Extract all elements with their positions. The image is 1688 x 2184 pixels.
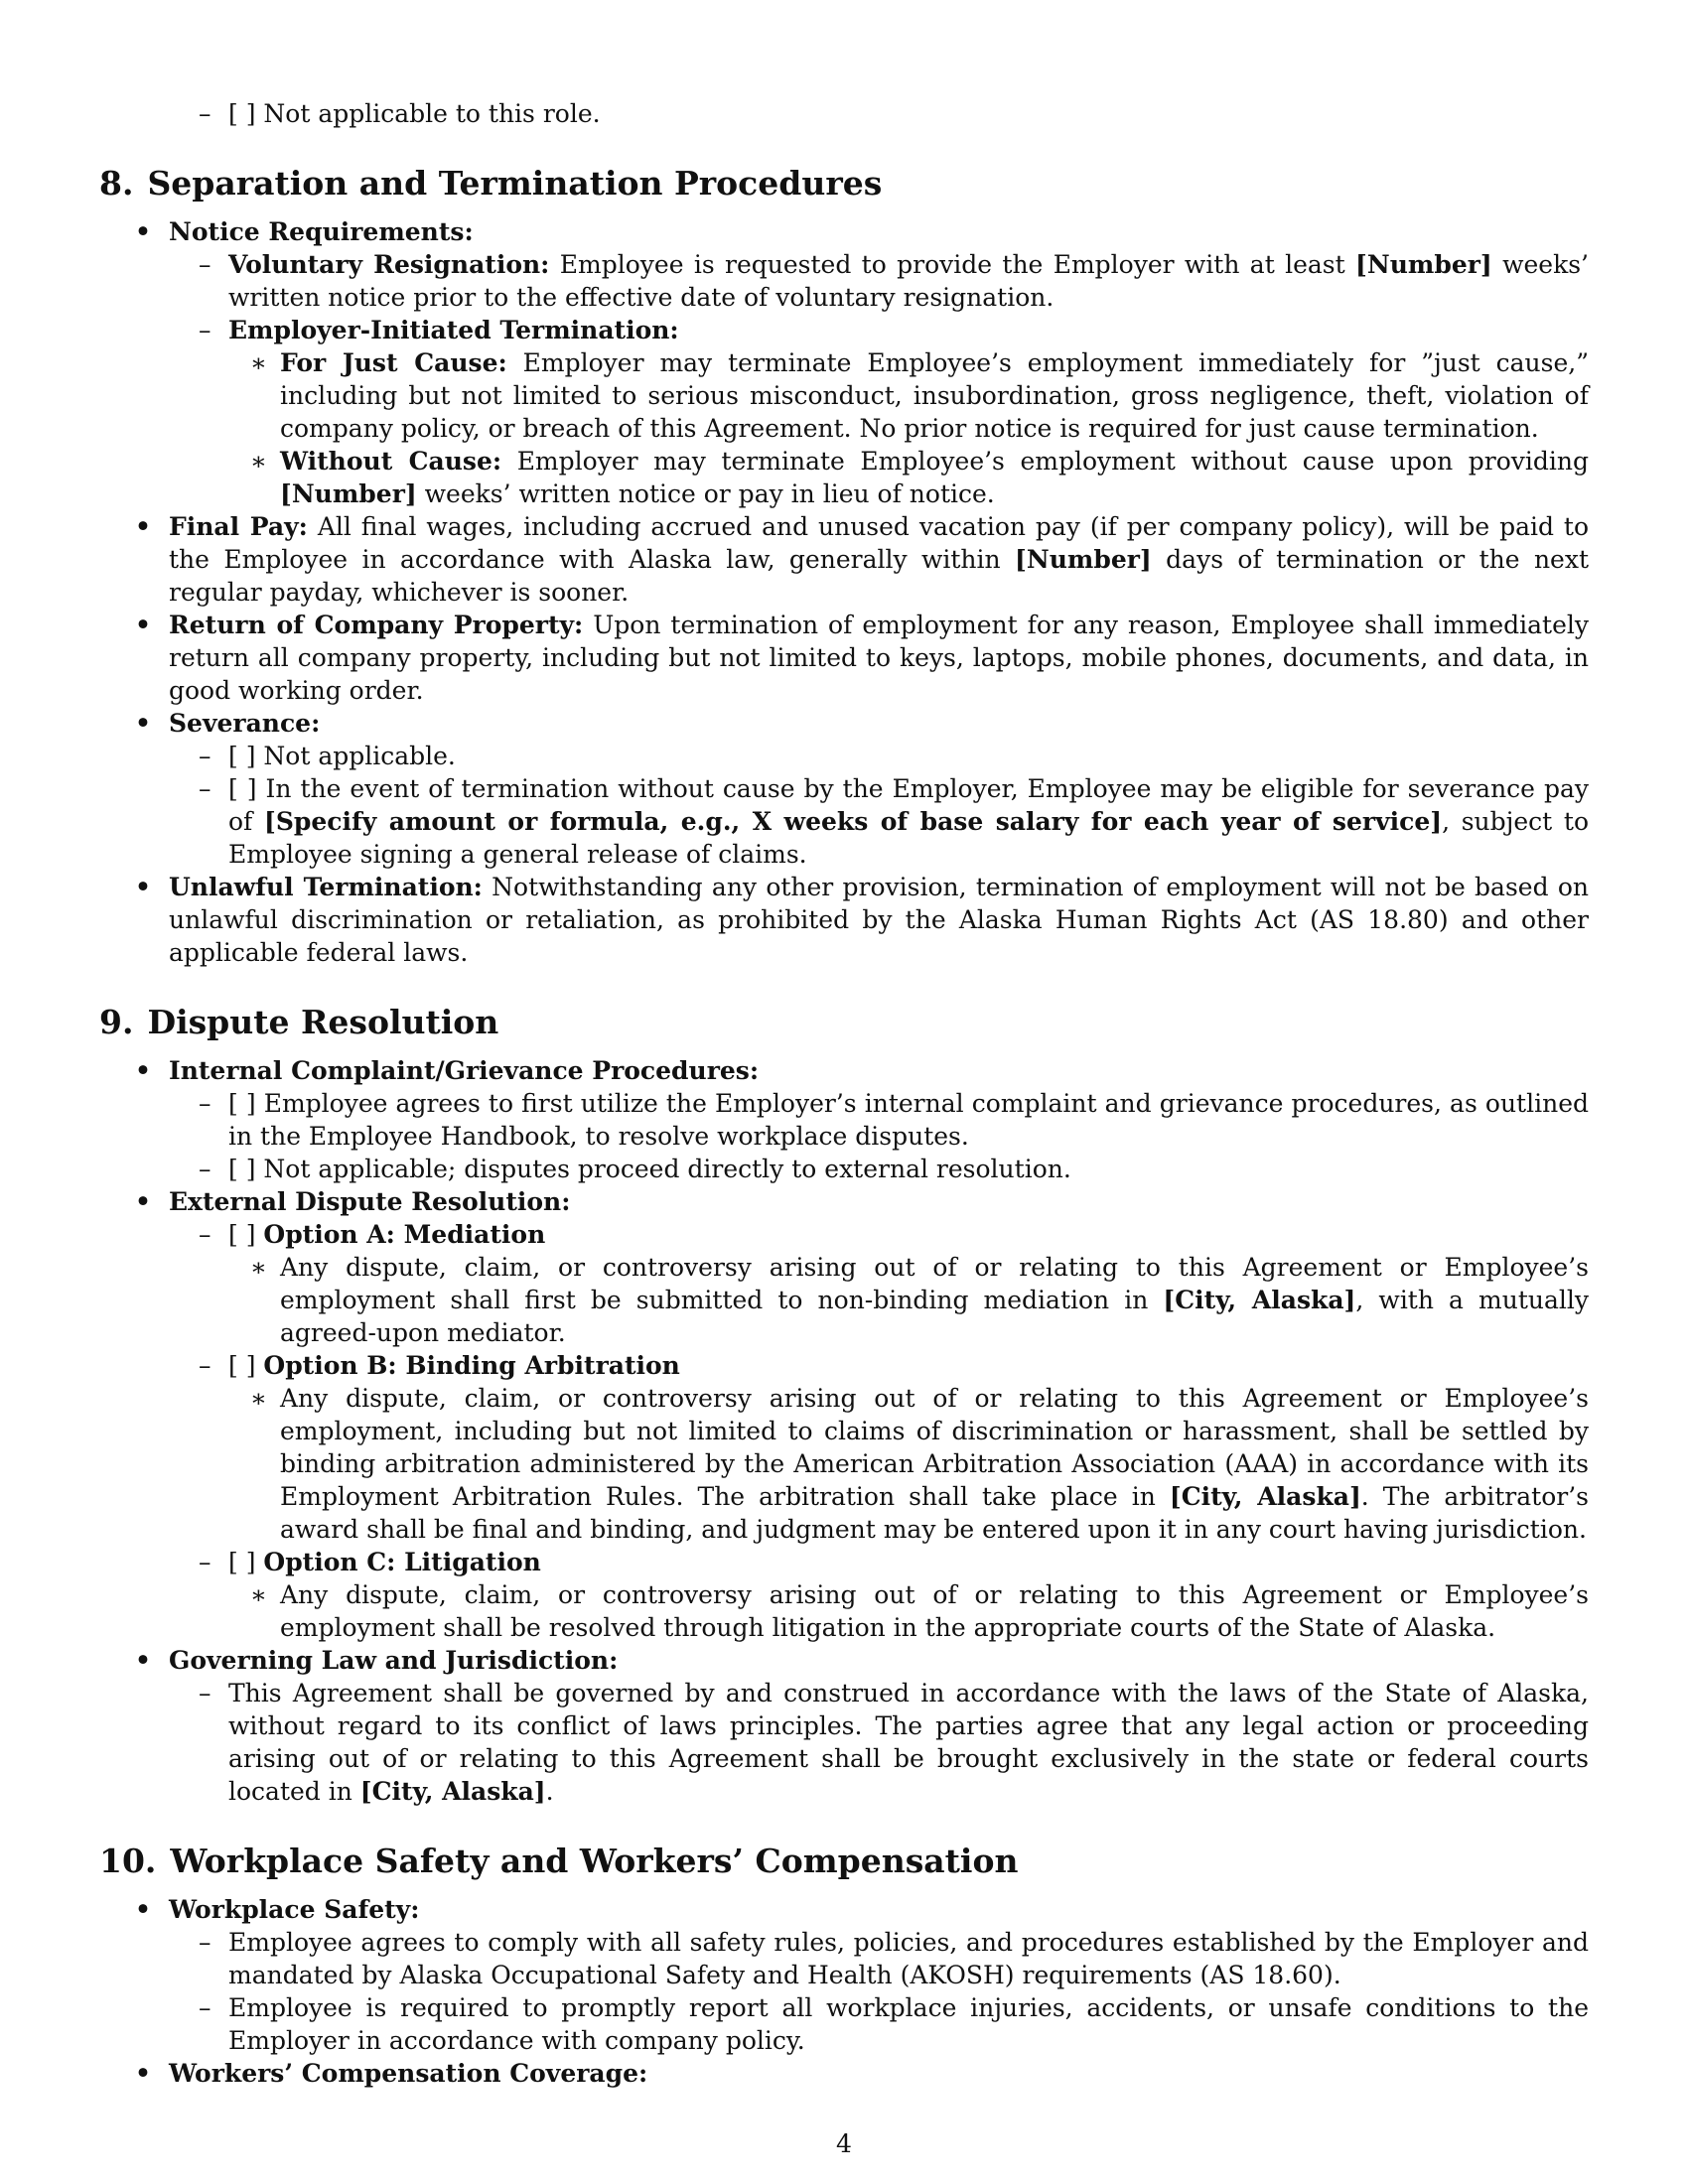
workplace-safety-item: • Workplace Safety: [99, 1893, 1589, 1926]
internal-option-2: – [ ] Not applicable; disputes proceed directly to external resolution. [99, 1153, 1589, 1185]
voluntary-resignation-item: – Voluntary Resignation: Employee is requested to provide the Employer with at least [Number] weeks’ written notice prior to the effective date of voluntary resignation. [99, 248, 1589, 314]
safety-text-1: – Employee agrees to comply with all safety rules, policies, and procedures established by the Employer and mandated by Alaska Occupational Safety and Health (AKOSH) requirements (AS 18.60). [99, 1926, 1589, 1991]
severance-item: • Severance: [99, 707, 1589, 740]
company-property-item: • Return of Company Property: Upon termination of employment for any reason, Employee shall immediately return all company property, including but not limited to keys, laptops, mobile phones, documents, and data, in good working order. [99, 609, 1589, 707]
internal-option-1: – [ ] Employee agrees to first utilize the Employer’s internal complaint and grievance procedures, as outlined in the Employee Handbook, to resolve workplace disputes. [99, 1087, 1589, 1153]
safety-text-2: – Employee is required to promptly report all workplace injuries, accidents, or unsafe conditions to the Employer in accordance with company policy. [99, 1991, 1589, 2057]
section-10-heading: 10. Workplace Safety and Workers’ Compensation [99, 1842, 1019, 1880]
governing-law-text: – This Agreement shall be governed by and construed in accordance with the laws of the State of Alaska, without regard to its conflict of laws principles. The parties agree that any legal action or proceeding arising out of or relating to this Agreement shall be brought exclusively in the state or federal courts located in [City, Alaska]. [99, 1677, 1589, 1808]
option-a-item: – [ ] Option A: Mediation [99, 1218, 1589, 1251]
governing-law-item: • Governing Law and Jurisdiction: [99, 1644, 1589, 1677]
list-item: – [ ] Not applicable to this role. [99, 97, 1589, 130]
workers-comp-item: • Workers’ Compensation Coverage: [99, 2057, 1589, 2090]
severance-option-1: – [ ] Not applicable. [99, 740, 1589, 772]
just-cause-item: ∗ For Just Cause: Employer may terminate Employee’s employment immediately for ”just cause,” including but not limited to serious misconduct, insubordination, gross negligence, theft, violation of company policy, or breach of this Agreement. No prior notice is required for just cause termination. [99, 346, 1589, 445]
option-b-text: ∗ Any dispute, claim, or controversy arising out of or relating to this Agreement or Employee’s employment, including but not limited to claims of discrimination or harassment, shall be settled by binding arbitration administered by the American Arbitration Association (AAA) in accordance with its Employment Arbitration Rules. The arbitration shall take place in [City, Alaska]. The arbitrator’s award shall be final and binding, and judgment may be entered upon it in any court having jurisdiction. [99, 1382, 1589, 1546]
section-8-heading: 8. Separation and Termination Procedures [99, 164, 883, 203]
without-cause-item: ∗ Without Cause: Employer may terminate Employee’s employment without cause upon providing [Number] weeks’ written notice or pay in lieu of notice. [99, 445, 1589, 510]
option-a-text: ∗ Any dispute, claim, or controversy arising out of or relating to this Agreement or Employee’s employment shall first be submitted to non-binding mediation in [City, Alaska], with a mutually agreed-upon mediator. [99, 1251, 1589, 1349]
option-c-text: ∗ Any dispute, claim, or controversy arising out of or relating to this Agreement or Employee’s employment shall be resolved through litigation in the appropriate courts of the State of Alaska. [99, 1578, 1589, 1644]
employer-termination-item: – Employer-Initiated Termination: [99, 314, 1589, 346]
notice-requirements-item: • Notice Requirements: [99, 215, 1589, 248]
final-pay-item: • Final Pay: All final wages, including accrued and unused vacation pay (if per company policy), will be paid to the Employee in accordance with Alaska law, generally within [Number] days of termination or the next regular payday, whichever is sooner. [99, 510, 1589, 609]
page-number: 4 [836, 2129, 852, 2158]
internal-complaint-item: • Internal Complaint/Grievance Procedures: [99, 1054, 1589, 1087]
document-content [99, 97, 1589, 2090]
external-resolution-item: • External Dispute Resolution: [99, 1185, 1589, 1218]
option-c-item: – [ ] Option C: Litigation [99, 1546, 1589, 1578]
unlawful-termination-item: • Unlawful Termination: Notwithstanding any other provision, termination of employment will not be based on unlawful discrimination or retaliation, as prohibited by the Alaska Human Rights Act (AS 18.80) and other applicable federal laws. [99, 871, 1589, 969]
option-b-item: – [ ] Option B: Binding Arbitration [99, 1349, 1589, 1382]
severance-option-2: – [ ] In the event of termination without cause by the Employer, Employee may be eligible for severance pay of [Specify amount or formula, e.g., X weeks of base salary for each year of service], subject to Employee signing a general release of claims. [99, 772, 1589, 871]
section-9-heading: 9. Dispute Resolution [99, 1003, 499, 1041]
